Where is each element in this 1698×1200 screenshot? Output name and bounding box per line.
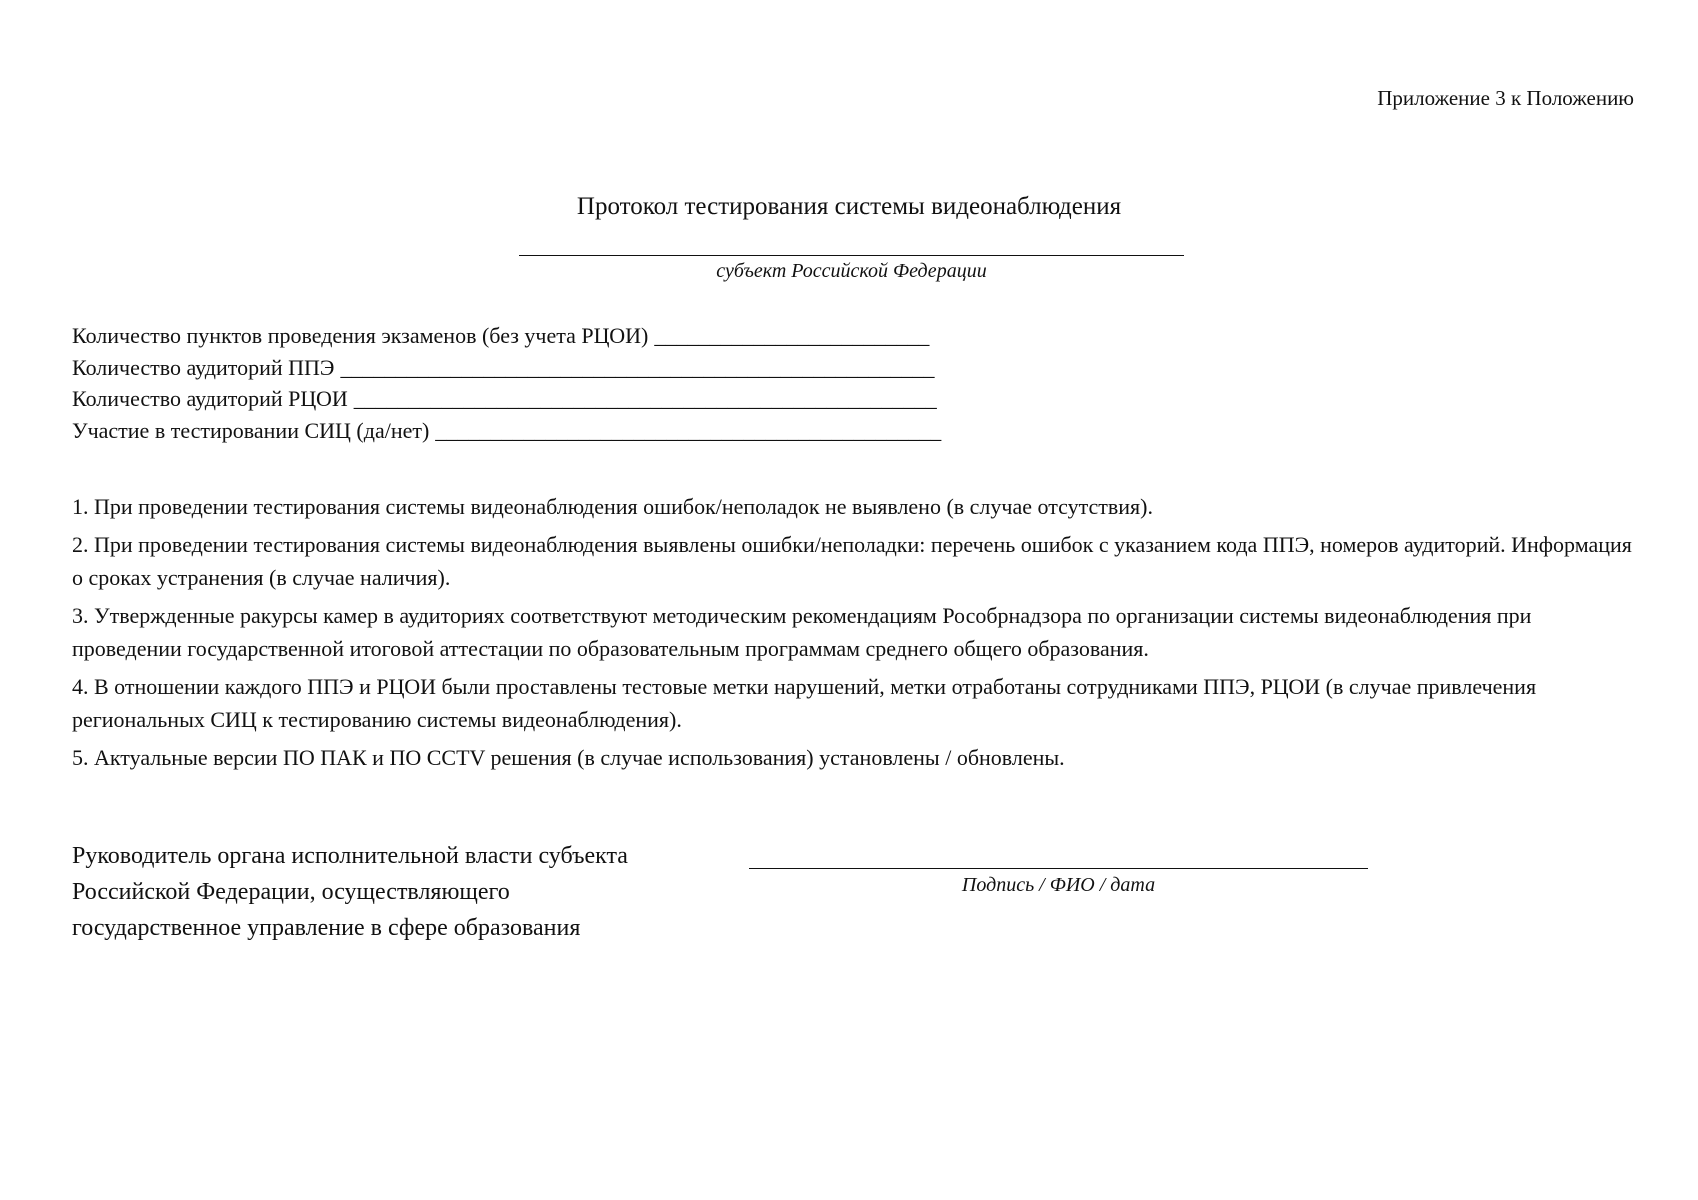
field-blank: ______________________________________________________ (340, 354, 935, 380)
protocol-items (72, 490, 1642, 779)
document-title: Протокол тестирования системы видеонаблюдения (576, 193, 1122, 220)
appendix-reference: Приложение 3 к Положению (1377, 86, 1634, 110)
subject-signature-line (519, 255, 1184, 256)
field-blank: ______________________________________________ (435, 417, 942, 443)
field-label: Количество аудиторий РЦОИ (72, 386, 348, 411)
field-blank: _________________________ (654, 323, 930, 348)
fields-block (72, 323, 941, 449)
subject-caption: субъект Российской Федерации (716, 260, 987, 282)
field-label: Количество аудиторий ППЭ (72, 354, 335, 380)
field-label: Участие в тестировании СИЦ (да/нет) (72, 417, 430, 443)
signer-title (72, 838, 712, 946)
signer-line: государственное управление в сфере образования (72, 915, 581, 941)
field-ppe-rooms (72, 355, 941, 387)
signer-line: Руководитель органа исполнительной власти субъекта (72, 843, 628, 869)
field-blank: _____________________________________________________ (353, 386, 937, 411)
signature-line (749, 868, 1368, 869)
field-exam-points (72, 323, 941, 355)
protocol-item: 5. Актуальные версии ПО ПАК и ПО CCTV решения (в случае использования) установлены / обновлены. (72, 745, 1065, 770)
protocol-item: 3. Утвержденные ракурсы камер в аудиториях соответствуют методическим рекомендациям Рособрнадзора по организации системы видеонаблюдения при проведении государственной итоговой аттестации по образовательным программам среднего общего образования. (72, 603, 1532, 661)
field-label: Количество пунктов проведения экзаменов (без учета РЦОИ) (72, 323, 649, 348)
field-sic-participation (72, 418, 941, 450)
protocol-item: 2. При проведении тестирования системы видеонаблюдения выявлены ошибки/неполадки: перечень ошибок с указанием кода ППЭ, номеров аудиторий. Информация о сроках устранения (в случае наличия). (72, 532, 1632, 590)
protocol-item: 4. В отношении каждого ППЭ и РЦОИ были проставлены тестовые метки нарушений, метки отработаны сотрудниками ППЭ, РЦОИ (в случае привлечения региональных СИЦ к тестированию системы видеонаблюдения). (72, 674, 1537, 732)
signer-line: Российской Федерации, осуществляющего (72, 879, 510, 905)
protocol-item: 1. При проведении тестирования системы видеонаблюдения ошибок/неполадок не выявлено (в случае отсутствия). (72, 494, 1153, 519)
field-rcoi-rooms (72, 386, 941, 418)
signature-caption: Подпись / ФИО / дата (961, 874, 1156, 896)
